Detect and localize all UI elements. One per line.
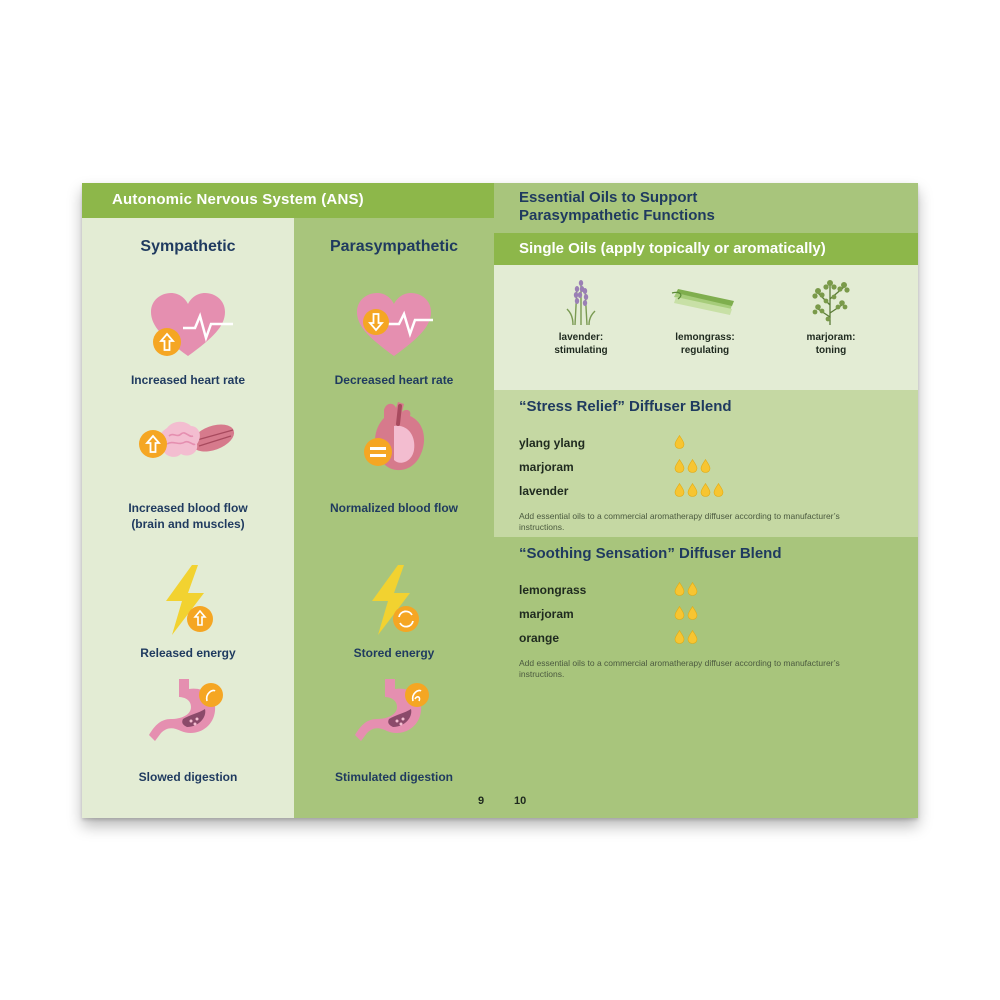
drops bbox=[674, 582, 700, 598]
oil-drop-icon bbox=[713, 483, 724, 497]
stress-relief-blend bbox=[494, 390, 918, 537]
energy-release-icon bbox=[148, 563, 228, 637]
oil-drop-icon bbox=[674, 459, 685, 473]
essential-oils-header bbox=[494, 183, 918, 233]
sympathetic-item bbox=[82, 290, 294, 388]
oil-drop-icon bbox=[674, 435, 685, 449]
booklet-spread bbox=[82, 183, 918, 818]
sympathetic-item-label: Slowed digestion bbox=[138, 770, 238, 784]
parasympathetic-item-label: Decreased heart rate bbox=[334, 373, 454, 387]
oil-drop-icon bbox=[674, 582, 685, 596]
blend-row bbox=[519, 436, 899, 456]
drops bbox=[674, 630, 700, 646]
drops bbox=[674, 483, 726, 499]
parasympathetic-item-label: Stimulated digestion bbox=[334, 770, 453, 784]
sympathetic-title: Sympathetic bbox=[140, 238, 236, 255]
heart-normalized-icon bbox=[354, 400, 434, 476]
blend-row bbox=[519, 460, 899, 480]
oil-drop-icon bbox=[674, 630, 685, 644]
oil-drop-icon bbox=[687, 606, 698, 620]
sympathetic-item bbox=[82, 675, 294, 785]
drops bbox=[674, 606, 700, 622]
single-oils-section bbox=[494, 265, 918, 390]
page-number-left: 9 bbox=[478, 795, 485, 807]
oil-drop-icon bbox=[674, 606, 685, 620]
parasympathetic-item-label: Stored energy bbox=[353, 646, 435, 660]
oil-drop-icon bbox=[700, 459, 711, 473]
parasympathetic-item bbox=[294, 563, 494, 661]
oil-drop-icon bbox=[687, 459, 698, 473]
parasympathetic-title: Parasympathetic bbox=[329, 238, 459, 255]
heart-rate-up-icon bbox=[143, 290, 233, 360]
oil-name: marjoram bbox=[519, 460, 574, 474]
parasympathetic-item bbox=[294, 400, 494, 516]
blend-row bbox=[519, 484, 899, 504]
sympathetic-item-label: Increased heart rate bbox=[130, 373, 246, 387]
oil-drop-icon bbox=[687, 582, 698, 596]
parasympathetic-item bbox=[294, 675, 494, 785]
sympathetic-item bbox=[82, 416, 294, 532]
oil-drop-icon bbox=[674, 483, 685, 497]
oil-label: lemongrass: regulating bbox=[675, 332, 735, 356]
diffuser-note: Add essential oils to a commercial aromatherapy diffuser according to manufacturer’s instructions. bbox=[519, 511, 840, 532]
diffuser-note: Add essential oils to a commercial aromatherapy diffuser according to manufacturer’s instructions. bbox=[519, 658, 840, 679]
blend-row bbox=[519, 607, 899, 627]
energy-stored-icon bbox=[354, 563, 434, 637]
oil-drop-icon bbox=[687, 630, 698, 644]
stress-relief-title: “Stress Relief” Diffuser Blend bbox=[519, 398, 732, 415]
oil-name: lavender bbox=[519, 484, 569, 498]
oil-name: ylang ylang bbox=[519, 436, 586, 450]
single-oils-title: Single Oils (apply topically or aromatically) bbox=[494, 233, 918, 265]
drops bbox=[674, 459, 713, 475]
lemongrass-icon bbox=[670, 275, 740, 327]
page-number-right: 10 bbox=[514, 795, 527, 807]
stomach-stimulated-icon bbox=[349, 675, 439, 747]
parasympathetic-item bbox=[294, 290, 494, 388]
oil-drop-icon bbox=[687, 483, 698, 497]
stomach-slowed-icon bbox=[143, 675, 233, 747]
oil-item-lemongrass bbox=[650, 275, 760, 357]
drops bbox=[674, 435, 687, 451]
oil-name: lemongrass bbox=[519, 583, 587, 597]
left-page bbox=[82, 183, 494, 818]
sympathetic-item bbox=[82, 563, 294, 661]
soothing-sensation-blend bbox=[494, 537, 918, 737]
parasympathetic-item-label: Normalized blood flow bbox=[330, 501, 458, 515]
ans-header: Autonomic Nervous System (ANS) bbox=[82, 183, 494, 218]
blend-row bbox=[519, 583, 899, 603]
oil-name: orange bbox=[519, 631, 560, 645]
oil-item-marjoram bbox=[776, 275, 886, 357]
right-page bbox=[494, 183, 918, 818]
lavender-icon bbox=[561, 275, 601, 327]
blood-flow-up-icon bbox=[133, 416, 243, 466]
oil-item-lavender bbox=[526, 275, 636, 357]
heart-rate-down-icon bbox=[349, 290, 439, 360]
oil-drop-icon bbox=[700, 483, 711, 497]
sympathetic-column bbox=[82, 218, 294, 818]
oil-name: marjoram bbox=[519, 607, 574, 621]
parasympathetic-column bbox=[294, 218, 494, 818]
soothing-sensation-title: “Soothing Sensation” Diffuser Blend bbox=[519, 545, 782, 562]
essential-oils-title: Essential Oils to Support Parasympathetic Functions bbox=[519, 189, 715, 224]
sympathetic-item-label: Released energy bbox=[140, 646, 236, 660]
oil-label: marjoram: toning bbox=[806, 332, 856, 356]
blend-row bbox=[519, 631, 899, 651]
marjoram-icon bbox=[806, 275, 856, 327]
oil-label: lavender: stimulating bbox=[554, 332, 608, 356]
sympathetic-item-label: Increased blood flow (brain and muscles) bbox=[128, 501, 248, 531]
